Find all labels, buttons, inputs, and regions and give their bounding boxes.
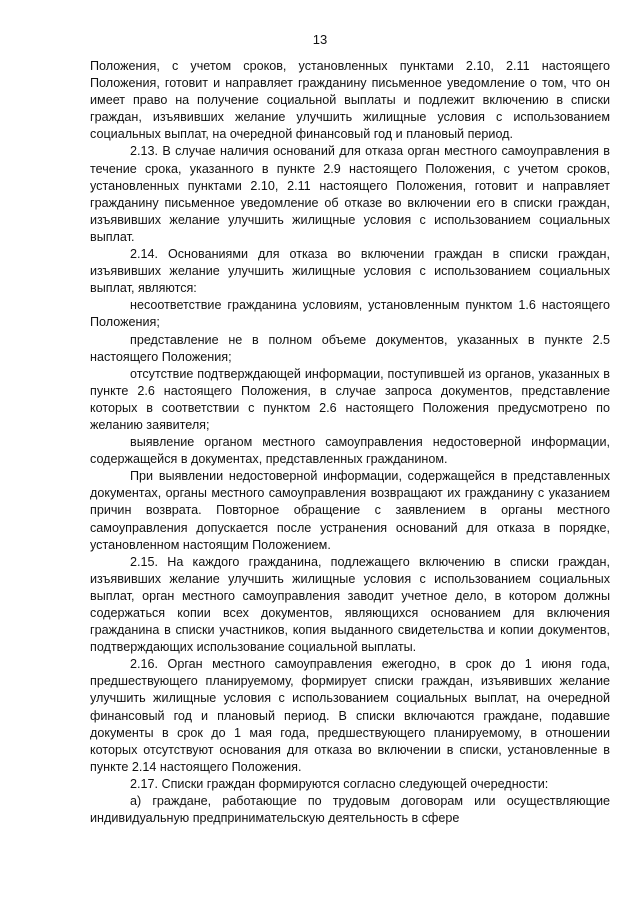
document-body — [90, 58, 610, 827]
paragraph-2-16: 2.16. Орган местного самоуправления ежегодно, в срок до 1 июня года, предшествующего планируемому, формирует списки граждан, изъявивших желание улучшить жилищные условия с использованием социальных выплат, на очередной финансовый год и плановый период. В списки включаются граждане, подавшие документы в срок до 1 мая года, предшествующего планируемому, в отношении которых отсутствуют основания для отказа во включении в списки, установленные в пункте 2.14 настоящего Положения. — [90, 657, 610, 774]
paragraph-2-17-a: а) граждане, работающие по трудовым договорам или осуществляющие индивидуальную предпринимательскую деятельность в сфере — [90, 794, 610, 826]
paragraph-continuation: Положения, с учетом сроков, установленных пунктами 2.10, 2.11 настоящего Положения, готовит и направляет гражданину письменное уведомление о том, что он имеет право на получение социальной выплаты и подлежит включению в списки граждан, изъявивших желание улучшить жилищные условия с использованием социальных выплат, на очередной финансовый год и плановый период. — [90, 59, 610, 142]
paragraph-return-documents: При выявлении недостоверной информации, содержащейся в представленных документах, органы местного самоуправления возвращают их гражданину с указанием причин возврата. Повторное обращение с заявлением в органы местного самоуправления допускается после устранения оснований для отказа в порядке, установленном настоящим Положением. — [90, 469, 610, 552]
paragraph-2-14: 2.14. Основаниями для отказа во включении граждан в списки граждан, изъявивших желание улучшить жилищные условия с использованием социальных выплат, являются: — [90, 247, 610, 296]
paragraph-2-13: 2.13. В случае наличия оснований для отказа орган местного самоуправления в течение срока, указанного в пункте 2.9 настоящего Положения, с учетом сроков, установленных пунктами 2.10, 2.11 настоящего Положения, готовит и направляет гражданину письменное уведомление об отказе во включении его в списки граждан, изъявивших желание улучшить жилищные условия с использованием социальных выплат. — [90, 144, 610, 244]
list-item-false-information: выявление органом местного самоуправления недостоверной информации, содержащейся в документах, представленных гражданином. — [90, 435, 610, 467]
page-number: 13 — [312, 32, 328, 47]
paragraph-2-15: 2.15. На каждого гражданина, подлежащего включению в списки граждан, изъявивших желание улучшить жилищные условия с использованием социальных выплат, орган местного самоуправления заводит учетное дело, в котором должны содержаться копии всех документов, являющихся основанием для включения гражданина в списки участников, копия выданного свидетельства и копии документов, подтверждающих использование социальной выплаты. — [90, 554, 610, 655]
list-item-incomplete-documents: представление не в полном объеме документов, указанных в пункте 2.5 настоящего Положения; — [90, 332, 610, 364]
paragraph-2-17: 2.17. Списки граждан формируются согласно следующей очередности: — [130, 776, 549, 791]
list-item-missing-confirmation: отсутствие подтверждающей информации, поступившей из органов, указанных в пункте 2.6 настоящего Положения, в случае запроса документов, представление которых в соответствии с пунктом 2.6 настоящего Положения предусмотрено по желанию заявителя; — [90, 366, 610, 432]
list-item-nonconformity: несоответствие гражданина условиям, установленным пунктом 1.6 настоящего Положения; — [90, 298, 610, 330]
